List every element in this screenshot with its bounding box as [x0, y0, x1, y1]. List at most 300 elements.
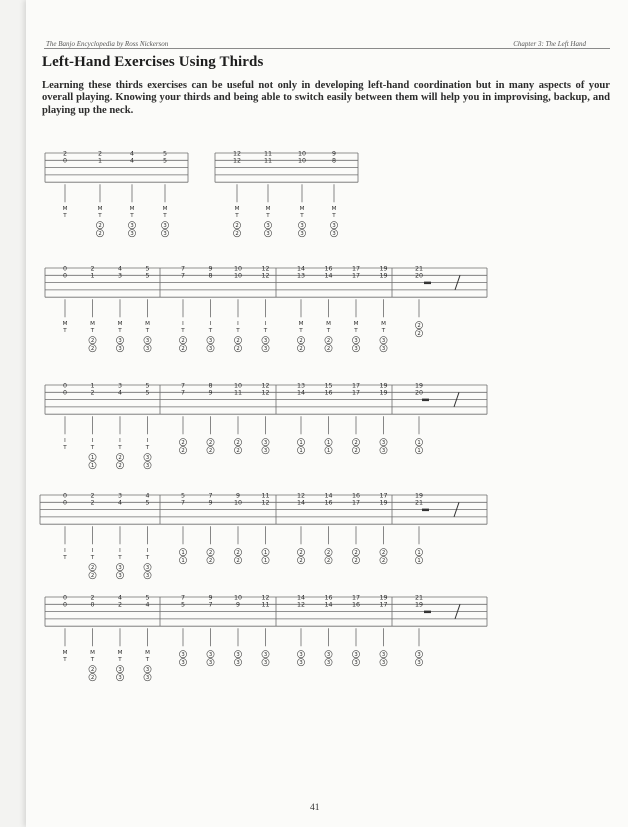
fret-number-first-string: 2	[90, 492, 95, 500]
left-hand-finger-number: 3	[326, 652, 331, 659]
left-hand-finger-number: 3	[381, 338, 386, 345]
right-hand-finger-label: T	[300, 213, 304, 220]
fret-number-second-string: 10	[297, 157, 307, 165]
right-hand-finger-label: I	[64, 438, 66, 445]
fret-number-first-string: 9	[208, 265, 213, 273]
fret-number-second-string: 12	[261, 499, 270, 507]
rest-mark	[422, 399, 429, 402]
fret-number-first-string: 15	[324, 382, 333, 390]
right-hand-finger-label: T	[208, 328, 213, 335]
fret-number-first-string: 10	[233, 265, 243, 273]
left-hand-finger-number: 2	[118, 455, 122, 462]
fret-number-first-string: 16	[351, 492, 361, 500]
fret-number-first-string: 2	[90, 594, 95, 602]
right-hand-finger-label: M	[117, 650, 123, 657]
left-hand-finger-number: 3	[118, 667, 122, 674]
fret-number-second-string: 19	[379, 499, 388, 507]
right-hand-finger-label: I	[209, 321, 212, 328]
left-hand-finger-number: 3	[145, 573, 150, 580]
fret-number-first-string: 9	[235, 492, 241, 500]
left-hand-finger-number: 3	[263, 652, 268, 659]
right-hand-finger-label: T	[90, 555, 95, 562]
fret-number-first-string: 3	[117, 492, 123, 500]
fret-number-first-string: 0	[62, 382, 68, 390]
right-hand-finger-label: T	[354, 328, 358, 335]
left-hand-finger-number: 2	[90, 573, 95, 580]
left-hand-finger-number: 3	[299, 660, 303, 667]
right-hand-finger-label: M	[234, 206, 240, 213]
fret-number-second-string: 2	[90, 389, 95, 397]
fret-number-first-string: 17	[379, 492, 388, 500]
left-hand-finger-number: 1	[417, 550, 421, 557]
fret-number-second-string: 2	[117, 601, 123, 609]
fret-number-first-string: 10	[233, 382, 243, 390]
right-hand-finger-label: T	[98, 213, 102, 220]
fret-number-second-string: 17	[351, 272, 361, 280]
right-hand-finger-label: I	[119, 548, 121, 555]
left-hand-finger-number: 3	[145, 338, 150, 345]
fret-number-first-string: 17	[351, 594, 361, 602]
fret-number-first-string: 5	[145, 382, 150, 390]
left-hand-finger-number: 1	[90, 455, 95, 462]
left-hand-finger-number: 2	[326, 558, 331, 565]
left-hand-finger-number: 2	[98, 231, 102, 238]
fret-number-first-string: 2	[62, 150, 68, 158]
left-hand-finger-number: 3	[181, 652, 185, 659]
left-hand-finger-number: 3	[118, 573, 122, 580]
left-hand-finger-number: 3	[354, 338, 358, 345]
fret-number-first-string: 19	[414, 492, 424, 500]
intro-paragraph: Learning these thirds exercises can be useful not only in developing left-hand coordination but in many aspects of your overall playing. Knowing your thirds and being able to switch easily between them will help you in improvising, backup, and playing up the neck.	[42, 80, 610, 116]
right-hand-finger-label: T	[118, 445, 122, 452]
right-hand-finger-label: T	[266, 213, 270, 220]
left-hand-finger-number: 3	[381, 448, 386, 455]
left-hand-finger-number: 3	[208, 338, 213, 345]
left-hand-finger-number: 2	[236, 448, 240, 455]
fret-number-second-string: 5	[145, 499, 150, 507]
right-hand-finger-label: T	[118, 555, 122, 562]
right-hand-finger-label: M	[331, 206, 337, 213]
fret-number-second-string: 5	[162, 157, 168, 165]
fret-number-first-string: 21	[414, 265, 424, 273]
left-hand-finger-number: 3	[208, 652, 213, 659]
fret-number-second-string: 7	[180, 389, 186, 397]
left-hand-finger-number: 1	[417, 558, 421, 565]
running-header-right: Chapter 3: The Left Hand	[513, 40, 586, 48]
right-hand-finger-label: M	[299, 206, 305, 213]
fret-number-first-string: 17	[351, 265, 361, 273]
fret-number-first-string: 14	[296, 265, 306, 273]
left-hand-finger-number: 3	[163, 231, 167, 238]
right-hand-finger-label: T	[63, 445, 67, 452]
left-hand-finger-number: 1	[299, 440, 303, 447]
right-hand-finger-label: M	[265, 206, 271, 213]
left-hand-finger-number: 3	[326, 660, 331, 667]
fret-number-first-string: 21	[414, 594, 424, 602]
right-hand-finger-label: M	[145, 650, 150, 657]
left-hand-finger-number: 3	[263, 338, 268, 345]
fret-number-second-string: 8	[208, 272, 213, 280]
fret-number-first-string: 11	[263, 150, 273, 158]
right-hand-finger-label: I	[146, 438, 149, 445]
right-hand-finger-label: T	[332, 213, 336, 220]
fret-number-second-string: 11	[233, 389, 243, 397]
left-hand-finger-number: 3	[266, 223, 270, 230]
right-hand-finger-label: I	[237, 321, 239, 328]
left-hand-finger-number: 3	[263, 346, 268, 353]
right-hand-finger-label: T	[145, 555, 150, 562]
right-hand-finger-label: T	[263, 328, 268, 335]
right-hand-finger-label: T	[181, 328, 185, 335]
fret-number-second-string: 14	[324, 272, 333, 280]
left-hand-finger-number: 3	[332, 223, 336, 230]
fret-number-first-string: 13	[296, 382, 306, 390]
left-hand-finger-number: 3	[263, 440, 268, 447]
rest-mark	[424, 611, 431, 614]
left-hand-finger-number: 2	[381, 550, 386, 557]
fret-number-second-string: 17	[351, 389, 361, 397]
right-hand-finger-label: M	[326, 321, 331, 328]
fret-number-first-string: 11	[261, 492, 270, 500]
right-hand-finger-label: I	[264, 321, 267, 328]
left-hand-finger-number: 2	[90, 675, 95, 682]
fret-number-second-string: 7	[180, 499, 186, 507]
fret-number-first-string: 12	[261, 382, 270, 390]
left-hand-finger-number: 2	[354, 558, 358, 565]
right-hand-finger-label: M	[162, 206, 168, 213]
page-title: Left-Hand Exercises Using Thirds	[42, 54, 264, 70]
left-hand-finger-number: 3	[118, 346, 122, 353]
fret-number-first-string: 17	[351, 382, 361, 390]
fret-number-second-string: 2	[90, 499, 95, 507]
fret-number-second-string: 10	[233, 272, 243, 280]
right-hand-finger-label: I	[146, 548, 149, 555]
left-hand-finger-number: 2	[235, 231, 239, 238]
left-hand-finger-number: 3	[266, 231, 270, 238]
left-hand-finger-number: 3	[130, 231, 134, 238]
fret-number-second-string: 9	[208, 499, 213, 507]
fret-number-second-string: 0	[90, 601, 95, 609]
left-hand-finger-number: 3	[145, 675, 150, 682]
left-hand-finger-number: 3	[381, 440, 386, 447]
left-hand-finger-number: 2	[118, 463, 122, 470]
left-hand-finger-number: 3	[354, 660, 358, 667]
right-hand-finger-label: T	[90, 328, 95, 335]
left-hand-finger-number: 2	[381, 558, 386, 565]
fret-number-second-string: 11	[263, 157, 273, 165]
left-hand-finger-number: 2	[326, 550, 331, 557]
left-hand-finger-number: 1	[90, 463, 95, 470]
left-hand-finger-number: 3	[354, 346, 358, 353]
fret-number-first-string: 12	[232, 150, 242, 158]
left-hand-finger-number: 1	[299, 448, 303, 455]
left-hand-finger-number: 3	[145, 667, 150, 674]
left-hand-finger-number: 3	[417, 660, 421, 667]
fret-number-second-string: 19	[379, 272, 388, 280]
left-hand-finger-number: 2	[326, 346, 331, 353]
right-hand-finger-label: I	[64, 548, 66, 555]
right-hand-finger-label: T	[326, 328, 331, 335]
left-hand-finger-number: 3	[381, 652, 386, 659]
right-hand-finger-label: T	[163, 213, 167, 220]
fret-number-second-string: 11	[261, 601, 270, 609]
fret-number-first-string: 9	[208, 594, 213, 602]
left-hand-finger-number: 2	[90, 346, 95, 353]
fret-number-first-string: 7	[208, 492, 213, 500]
right-hand-finger-label: I	[119, 438, 121, 445]
fret-number-first-string: 9	[331, 150, 337, 158]
left-hand-finger-number: 3	[263, 448, 268, 455]
left-hand-finger-number: 2	[90, 565, 95, 572]
left-hand-finger-number: 3	[145, 346, 150, 353]
right-hand-finger-label: T	[299, 328, 303, 335]
left-hand-finger-number: 3	[130, 223, 134, 230]
left-hand-finger-number: 3	[354, 652, 358, 659]
right-hand-finger-label: I	[91, 548, 94, 555]
fret-number-first-string: 4	[129, 150, 135, 158]
fret-number-second-string: 4	[117, 389, 123, 397]
fret-number-second-string: 9	[235, 601, 241, 609]
left-hand-finger-number: 2	[236, 440, 240, 447]
fret-number-second-string: 14	[296, 389, 306, 397]
fret-number-second-string: 8	[331, 157, 337, 165]
fret-number-first-string: 5	[145, 594, 150, 602]
left-hand-finger-number: 2	[299, 338, 303, 345]
left-hand-finger-number: 3	[208, 660, 213, 667]
right-hand-finger-label: M	[90, 321, 95, 328]
left-hand-finger-number: 3	[332, 231, 336, 238]
right-hand-finger-label: M	[129, 206, 135, 213]
fret-number-first-string: 16	[324, 265, 333, 273]
left-hand-finger-number: 3	[163, 223, 167, 230]
fret-number-second-string: 0	[62, 601, 68, 609]
fret-number-first-string: 4	[145, 492, 150, 500]
left-hand-finger-number: 2	[208, 448, 213, 455]
right-hand-finger-label: M	[145, 321, 150, 328]
right-hand-finger-label: M	[97, 206, 103, 213]
fret-number-first-string: 10	[297, 150, 307, 158]
left-hand-finger-number: 2	[354, 550, 358, 557]
fret-number-second-string: 9	[208, 389, 213, 397]
left-hand-finger-number: 2	[417, 323, 421, 330]
rest-mark	[424, 282, 431, 285]
fret-number-first-string: 2	[90, 265, 95, 273]
fret-number-second-string: 10	[233, 499, 243, 507]
right-hand-finger-label: M	[298, 321, 304, 328]
fret-number-first-string: 5	[162, 150, 168, 158]
fret-number-first-string: 14	[296, 594, 306, 602]
left-hand-finger-number: 2	[90, 338, 95, 345]
left-hand-finger-number: 3	[263, 660, 268, 667]
fret-number-second-string: 20	[414, 272, 424, 280]
left-hand-finger-number: 3	[118, 338, 122, 345]
left-hand-finger-number: 3	[300, 231, 304, 238]
right-hand-finger-label: M	[353, 321, 359, 328]
right-hand-finger-label: M	[117, 321, 123, 328]
fret-number-second-string: 19	[379, 389, 388, 397]
right-hand-finger-label: M	[62, 650, 68, 657]
left-hand-finger-number: 3	[145, 455, 150, 462]
fret-number-first-string: 3	[117, 382, 123, 390]
left-hand-finger-number: 1	[181, 558, 185, 565]
right-hand-finger-label: T	[63, 555, 67, 562]
left-hand-finger-number: 2	[299, 558, 303, 565]
fret-number-first-string: 12	[261, 594, 270, 602]
fret-number-first-string: 7	[180, 382, 186, 390]
fret-number-first-string: 12	[296, 492, 306, 500]
fret-number-second-string: 3	[117, 272, 123, 280]
left-hand-finger-number: 1	[263, 558, 268, 565]
fret-number-second-string: 5	[145, 389, 150, 397]
fret-number-second-string: 13	[296, 272, 306, 280]
fret-number-second-string: 4	[117, 499, 123, 507]
fret-number-second-string: 16	[324, 389, 333, 397]
left-hand-finger-number: 3	[181, 660, 185, 667]
left-hand-finger-number: 2	[181, 448, 185, 455]
fret-number-first-string: 0	[62, 492, 68, 500]
right-hand-finger-label: T	[145, 328, 150, 335]
left-hand-finger-number: 3	[299, 652, 303, 659]
fret-number-first-string: 12	[261, 265, 270, 273]
fret-number-first-string: 4	[117, 594, 123, 602]
right-hand-finger-label: M	[62, 206, 68, 213]
page-number: 41	[310, 803, 320, 813]
fret-number-first-string: 2	[97, 150, 103, 158]
fret-number-second-string: 0	[62, 499, 68, 507]
fret-number-second-string: 12	[232, 157, 242, 165]
left-hand-finger-number: 2	[181, 338, 185, 345]
left-hand-finger-number: 3	[300, 223, 304, 230]
fret-number-second-string: 20	[414, 389, 424, 397]
right-hand-finger-label: I	[182, 321, 184, 328]
fret-number-first-string: 14	[324, 492, 333, 500]
left-hand-finger-number: 2	[326, 338, 331, 345]
fret-number-second-string: 14	[324, 601, 333, 609]
fret-number-second-string: 12	[296, 601, 306, 609]
left-hand-finger-number: 3	[381, 660, 386, 667]
fret-number-second-string: 1	[90, 272, 95, 280]
left-hand-finger-number: 2	[354, 448, 358, 455]
right-hand-finger-label: T	[118, 657, 122, 664]
fret-number-first-string: 19	[379, 265, 388, 273]
left-hand-finger-number: 1	[326, 448, 331, 455]
fret-number-first-string: 19	[379, 594, 388, 602]
left-hand-finger-number: 2	[299, 346, 303, 353]
fret-number-first-string: 0	[62, 594, 68, 602]
left-hand-finger-number: 2	[236, 338, 240, 345]
left-hand-finger-number: 2	[208, 440, 213, 447]
fret-number-second-string: 7	[208, 601, 213, 609]
left-hand-finger-number: 3	[145, 463, 150, 470]
left-hand-finger-number: 2	[181, 440, 185, 447]
fret-number-second-string: 17	[379, 601, 388, 609]
right-hand-finger-label: M	[90, 650, 95, 657]
left-hand-finger-number: 2	[236, 558, 240, 565]
right-hand-finger-label: T	[63, 657, 67, 664]
fret-number-second-string: 17	[351, 499, 361, 507]
fret-number-first-string: 19	[379, 382, 388, 390]
left-hand-finger-number: 1	[417, 448, 421, 455]
fret-number-second-string: 4	[129, 157, 135, 165]
left-hand-finger-number: 2	[235, 223, 239, 230]
fret-number-first-string: 16	[324, 594, 333, 602]
fret-number-second-string: 12	[261, 272, 270, 280]
fret-number-first-string: 4	[117, 265, 123, 273]
fret-number-first-string: 7	[180, 265, 186, 273]
fret-number-second-string: 0	[62, 272, 68, 280]
left-hand-finger-number: 3	[381, 346, 386, 353]
right-hand-finger-label: T	[235, 213, 239, 220]
right-hand-finger-label: T	[63, 213, 67, 220]
left-hand-finger-number: 1	[326, 440, 331, 447]
fret-number-second-string: 4	[145, 601, 150, 609]
left-hand-finger-number: 3	[208, 346, 213, 353]
left-hand-finger-number: 3	[236, 660, 240, 667]
fret-number-second-string: 12	[261, 389, 270, 397]
fret-number-first-string: 8	[208, 382, 213, 390]
left-hand-finger-number: 3	[118, 565, 122, 572]
fret-number-second-string: 21	[414, 499, 424, 507]
fret-number-first-string: 0	[62, 265, 68, 273]
fret-number-second-string: 19	[414, 601, 424, 609]
left-hand-finger-number: 2	[236, 550, 240, 557]
right-hand-finger-label: T	[118, 328, 122, 335]
fret-number-second-string: 16	[351, 601, 361, 609]
left-hand-finger-number: 3	[236, 652, 240, 659]
right-hand-finger-label: I	[91, 438, 94, 445]
fret-number-first-string: 5	[180, 492, 186, 500]
left-hand-finger-number: 1	[181, 550, 185, 557]
right-hand-finger-label: M	[381, 321, 386, 328]
fret-number-second-string: 16	[324, 499, 333, 507]
fret-number-first-string: 10	[233, 594, 243, 602]
right-hand-finger-label: T	[145, 445, 150, 452]
fret-number-second-string: 5	[145, 272, 150, 280]
fret-number-first-string: 1	[90, 382, 95, 390]
left-hand-finger-number: 1	[417, 440, 421, 447]
right-hand-finger-label: T	[130, 213, 134, 220]
right-hand-finger-label: T	[63, 328, 67, 335]
fret-number-second-string: 1	[97, 157, 103, 165]
right-hand-finger-label: T	[381, 328, 386, 335]
right-hand-finger-label: M	[62, 321, 68, 328]
fret-number-second-string: 14	[296, 499, 306, 507]
right-hand-finger-label: T	[90, 445, 95, 452]
right-hand-finger-label: T	[236, 328, 240, 335]
left-hand-finger-number: 2	[90, 667, 95, 674]
left-hand-finger-number: 2	[181, 346, 185, 353]
left-hand-finger-number: 2	[417, 331, 421, 338]
fret-number-second-string: 0	[62, 157, 68, 165]
right-hand-finger-label: T	[145, 657, 150, 664]
fret-number-second-string: 7	[180, 272, 186, 280]
fret-number-first-string: 19	[414, 382, 424, 390]
fret-number-second-string: 0	[62, 389, 68, 397]
running-header-left: The Banjo Encyclopedia by Ross Nickerson	[46, 40, 169, 48]
left-hand-finger-number: 3	[118, 675, 122, 682]
left-hand-finger-number: 2	[208, 550, 213, 557]
left-hand-finger-number: 2	[299, 550, 303, 557]
left-hand-finger-number: 1	[263, 550, 268, 557]
rest-mark	[422, 509, 429, 512]
fret-number-first-string: 7	[180, 594, 186, 602]
left-hand-finger-number: 3	[145, 565, 150, 572]
left-hand-finger-number: 2	[208, 558, 213, 565]
left-hand-finger-number: 2	[236, 346, 240, 353]
fret-number-second-string: 5	[180, 601, 186, 609]
left-hand-finger-number: 2	[354, 440, 358, 447]
right-hand-finger-label: T	[90, 657, 95, 664]
